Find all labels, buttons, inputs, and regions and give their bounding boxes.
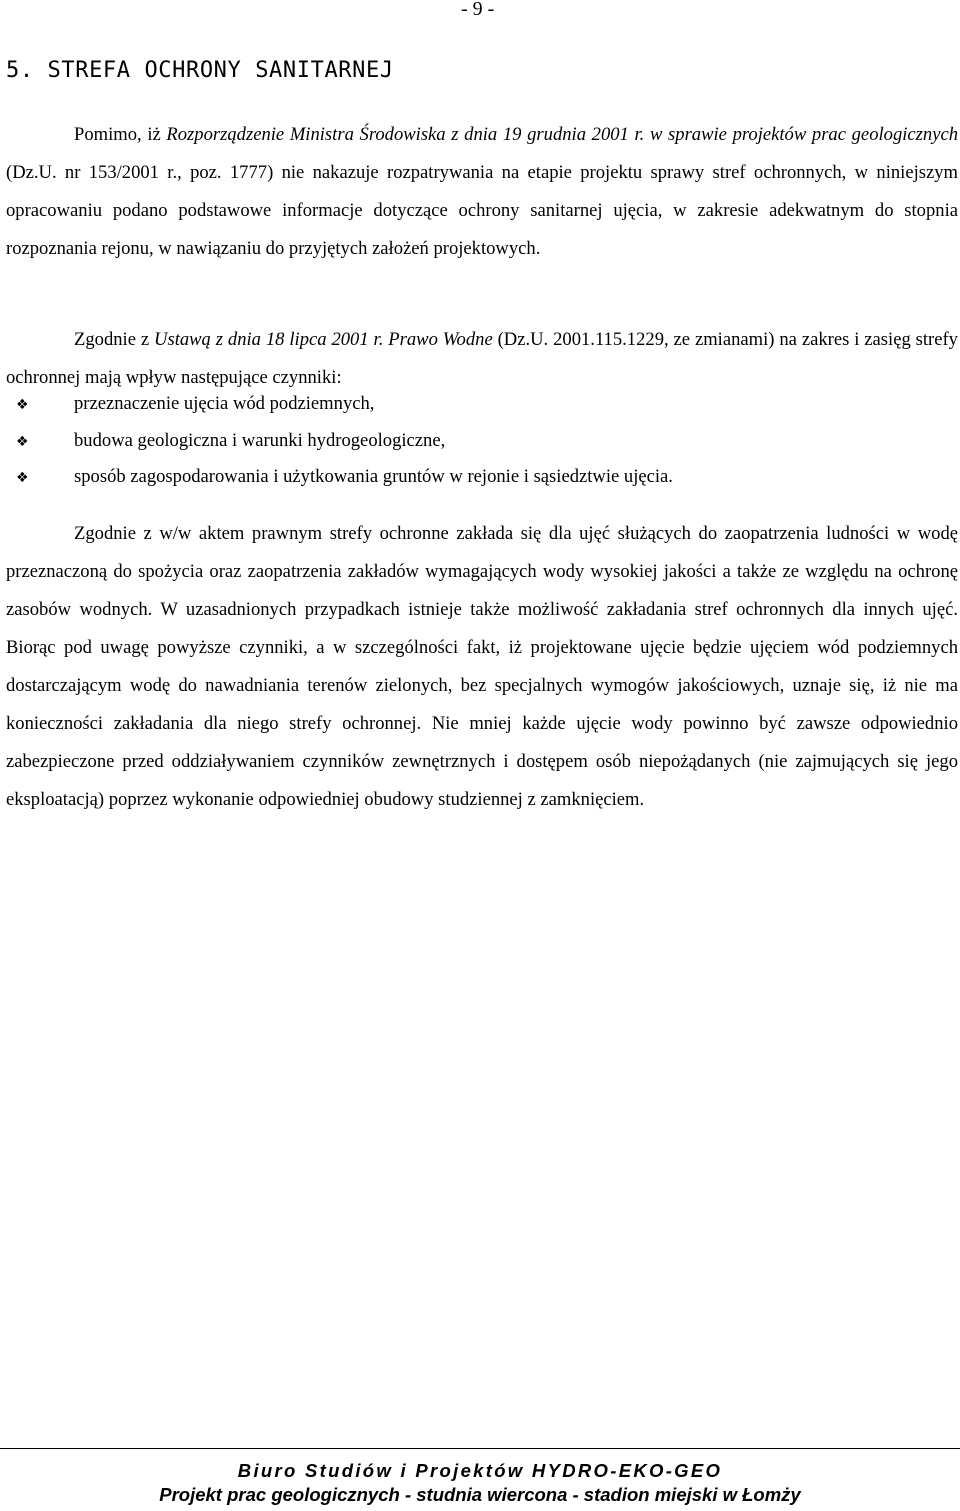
paragraph-intro-text-1: Pomimo, iż	[74, 124, 167, 145]
regulation-title: Rozporządzenie Ministra Środowiska z dnia 19 grudnia 2001 r. w sprawie projektów prac geologicznych	[166, 124, 958, 145]
list-item	[6, 466, 958, 503]
law-title: Ustawą z dnia 18 lipca 2001 r. Prawo Wodne	[154, 329, 493, 350]
factors-list	[6, 393, 958, 503]
factor-text: przeznaczenie ujęcia wód podziemnych,	[74, 393, 375, 414]
section-heading: 5. STREFA OCHRONY SANITARNEJ	[6, 58, 394, 83]
paragraph-law	[6, 321, 958, 397]
footer-project: Projekt prac geologicznych - studnia wiercona - stadion miejski w Łomży	[159, 1484, 801, 1505]
diamond-bullet-icon: ❖	[16, 433, 29, 450]
diamond-bullet-icon: ❖	[16, 397, 29, 413]
paragraph-intro-text-2: (Dz.U. nr 153/2001 r., poz. 1777) nie nakazuje rozpatrywania na etapie projektu sprawy stref ochronnych, w niniejszym opracowaniu podano podstawowe informacje dotyczące ochrony sanitarnej ujęcia, w zakresie adekwatnym do stopnia rozpoznania rejonu, w nawiązaniu do przyjętych założeń projektowych.	[6, 162, 958, 259]
page-footer	[0, 1448, 960, 1507]
paragraph-law-text-2: (Dz.U. 2001.115.1229, ze zmianami) na zakres i zasięg strefy ochronnej mają wpływ następujące czynniki:	[6, 329, 958, 388]
paragraph-conclusion	[6, 515, 958, 819]
list-item	[6, 393, 958, 430]
factor-text: sposób zagospodarowania i użytkowania gruntów w rejonie i sąsiedztwie ujęcia.	[74, 466, 673, 487]
page-number: - 9 -	[461, 0, 495, 20]
diamond-bullet-icon: ❖	[16, 470, 29, 486]
paragraph-conclusion-text: Zgodnie z w/w aktem prawnym strefy ochronne zakłada się dla ujęć służących do zaopatrzenia ludności w wodę przeznaczoną do spożycia oraz zaopatrzenia zakładów wymagających wody wysokiej jakości a także ze względu na ochronę zasobów wodnych. W uzasadnionych przypadkach istnieje także możliwość zakładania stref ochronnych dla innych ujęć. Biorąc pod uwagę powyższe czynniki, a w szczególności fakt, iż projektowane ujęcie będzie ujęciem wód podziemnych dostarczającym wodę do nawadniania terenów zielonych, bez specjalnych wymogów jakościowych, uznaje się, iż nie ma konieczności zakładania dla niego strefy ochronnej. Nie mniej każde ujęcie wody powinno być zawsze odpowiednio zabezpieczone przed oddziaływaniem czynników zewnętrznych i dostępem osób niepożądanych (nie zajmujących się jego eksploatacją) poprzez wykonanie odpowiedniej obudowy studziennej z zamknięciem.	[6, 523, 958, 810]
list-item	[6, 430, 958, 467]
footer-company: Biuro Studiów i Projektów HYDRO-EKO-GEO	[237, 1460, 723, 1481]
factor-text: budowa geologiczna i warunki hydrogeologiczne,	[74, 429, 446, 451]
paragraph-law-text-1: Zgodnie z	[74, 329, 155, 350]
paragraph-intro	[6, 116, 958, 268]
